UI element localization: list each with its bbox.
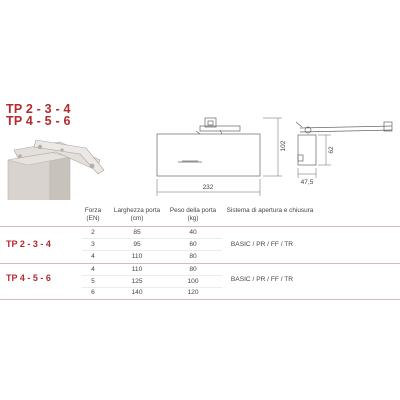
table-cell-larghezza: 85 — [133, 229, 141, 236]
header-peso — [166, 207, 220, 223]
row-divider — [82, 250, 222, 251]
dim-side-width-label: 47,5 — [300, 179, 314, 186]
product-title-1: TP 2 - 3 - 4 — [6, 102, 71, 116]
table-cell-larghezza: 125 — [131, 278, 143, 285]
table-cell-larghezza: 110 — [131, 253, 143, 260]
header-larghezza-line2: (cm) — [130, 215, 144, 222]
table-cell-forza: 2 — [91, 229, 95, 236]
header-larghezza-line1: Larghezza porta — [113, 207, 161, 214]
table-cell-forza: 4 — [91, 266, 95, 273]
table-cell-forza: 5 — [91, 278, 95, 285]
header-larghezza — [110, 207, 164, 223]
group-label-1: TP 2 - 3 - 4 — [6, 239, 51, 249]
table-cell-forza: 4 — [91, 253, 95, 260]
table-cell-peso: 80 — [189, 253, 197, 260]
table-divider-mid — [0, 263, 400, 264]
table-divider-bottom — [0, 299, 400, 300]
table-cell-peso: 60 — [189, 241, 197, 248]
dim-width-label: 232 — [202, 184, 214, 191]
header-forza-line1: Forza — [84, 207, 102, 214]
dim-height-label: 102 — [280, 140, 287, 152]
side-view-drawing — [296, 122, 392, 178]
group-system-2: BASIC / PR / FF / TR — [230, 276, 294, 283]
table-cell-peso: 120 — [187, 289, 199, 296]
table-cell-larghezza: 95 — [133, 241, 141, 248]
header-sistema: Sistema di apertura e chiusura — [226, 207, 314, 214]
header-peso-line2: (kg) — [187, 215, 199, 222]
group-label-2: TP 4 - 5 - 6 — [6, 273, 51, 283]
table-cell-forza: 6 — [91, 289, 95, 296]
table-cell-peso: 80 — [189, 266, 197, 273]
header-forza-line2: (EN) — [86, 215, 100, 222]
row-divider — [82, 275, 222, 276]
group-system-1: BASIC / PR / FF / TR — [230, 241, 294, 248]
table-cell-forza: 3 — [91, 241, 95, 248]
dim-side-height-label: 62 — [328, 146, 335, 154]
door-closer-photo — [8, 140, 104, 200]
table-cell-larghezza: 140 — [131, 289, 143, 296]
row-divider — [82, 287, 222, 288]
row-divider — [82, 238, 222, 239]
product-title-2: TP 4 - 5 - 6 — [6, 114, 71, 128]
table-cell-larghezza: 110 — [131, 266, 143, 273]
front-view-drawing — [157, 118, 282, 196]
table-cell-peso: 40 — [189, 229, 197, 236]
header-forza — [80, 207, 106, 223]
table-cell-peso: 100 — [187, 278, 199, 285]
header-peso-line1: Peso della porta — [169, 207, 217, 214]
table-divider-top — [0, 226, 400, 227]
